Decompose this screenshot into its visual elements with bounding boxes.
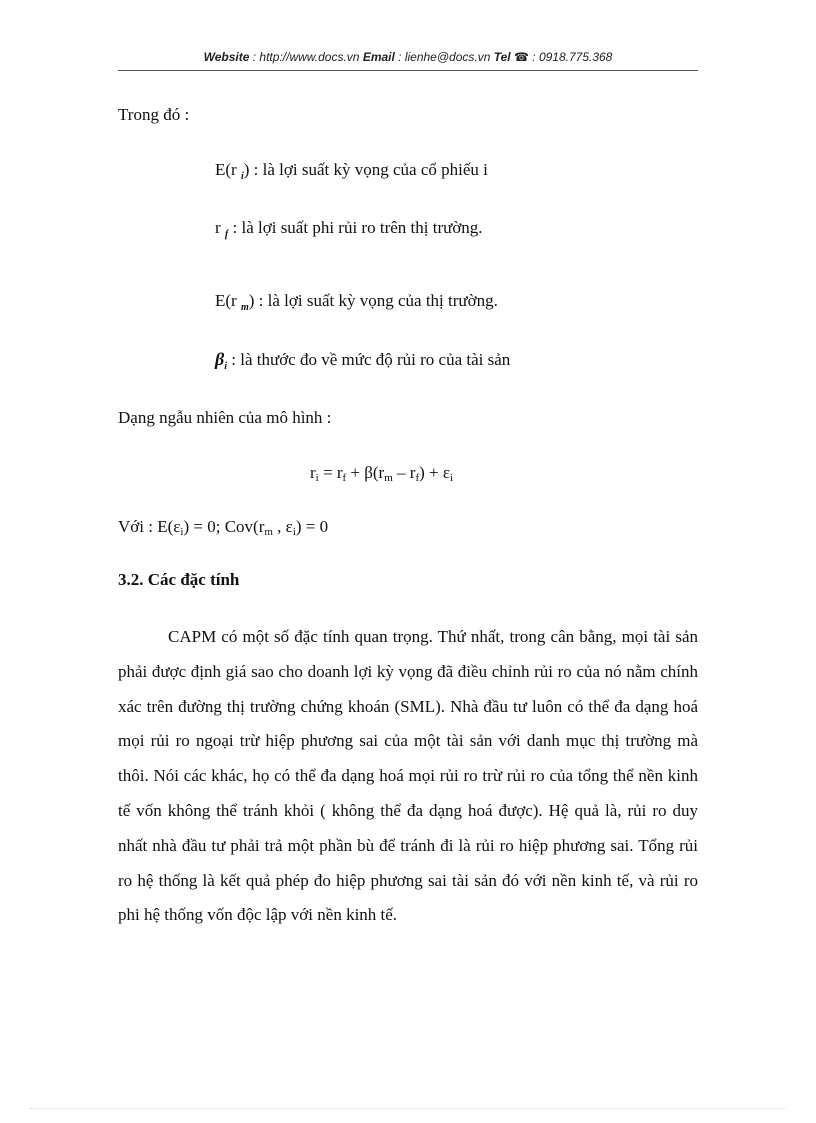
- page-header: [118, 50, 698, 64]
- page-bottom-divider: [30, 1108, 786, 1109]
- email-value: : lienhe@docs.vn: [394, 50, 494, 64]
- random-form-label: Dạng ngẫu nhiên của mô hình :: [118, 408, 332, 427]
- body-paragraph: CAPM có một số đặc tính quan trọng. Thứ nhất, trong cân bằng, mọi tài sản phải được định giá sao cho doanh lợi kỳ vọng đã điều chỉnh rủi ro của nó nằm chính xác trên đường thị trường chứng khoán (SML). Nhà đầu tư luôn có thể đa dạng hoá mọi rủi ro ngoại trừ hiệp phương sai của một tài sản với danh mục thị trường mà thôi. Nói các khác, họ có thể đa dạng hoá mọi rủi ro trừ rủi ro của tổng thể nền kinh tế vốn không thể tránh khỏi ( không thể đa dạng hoá được). Hệ quả là, rủi ro duy nhất nhà đầu tư phải trả một phần bù để tránh đi là rủi ro hiệp phương sai. Tổng rủi ro hệ thống là kết quả phép đo hiệp phương sai tài sản đó với nền kinh tế, và rủi ro phi hệ thống vốn độc lập với nền kinh tế.: [118, 627, 698, 925]
- error-condition: Với : $E(\varepsilon_i) = 0$; $Cov(r_m$ , $\varepsilon_i) = 0$: [118, 517, 329, 538]
- section-heading: 3.2. Các đặc tính: [118, 570, 240, 589]
- beta-symbol: β: [215, 349, 225, 369]
- website-value: : http://www.docs.vn: [249, 50, 363, 64]
- where-label: Trong đó :: [118, 105, 190, 124]
- capm-equation: $r_i = r_f + \beta(r_m - r_f) + \varepsilon_i$: [310, 463, 454, 484]
- definition-risk-free: r $_f$ : là lợi suất phi rủi ro trên thị trường.: [215, 218, 483, 240]
- definition-expected-return: E(r $_i$) : là lợi suất kỳ vọng của cổ phiếu i: [215, 160, 488, 182]
- definition-beta: $\beta_i$ : là thước đo về mức độ rủi ro của tài sản: [215, 349, 511, 372]
- definition-market-return: E(r $_m$) : là lợi suất kỳ vọng của thị trường.: [215, 291, 498, 313]
- email-label: Email: [362, 50, 395, 64]
- tel-value: : 0918.775.368: [528, 50, 613, 64]
- header-divider: [118, 70, 698, 71]
- phone-icon: ☎: [513, 50, 529, 64]
- website-label: Website: [203, 50, 250, 64]
- tel-label: Tel: [493, 50, 511, 64]
